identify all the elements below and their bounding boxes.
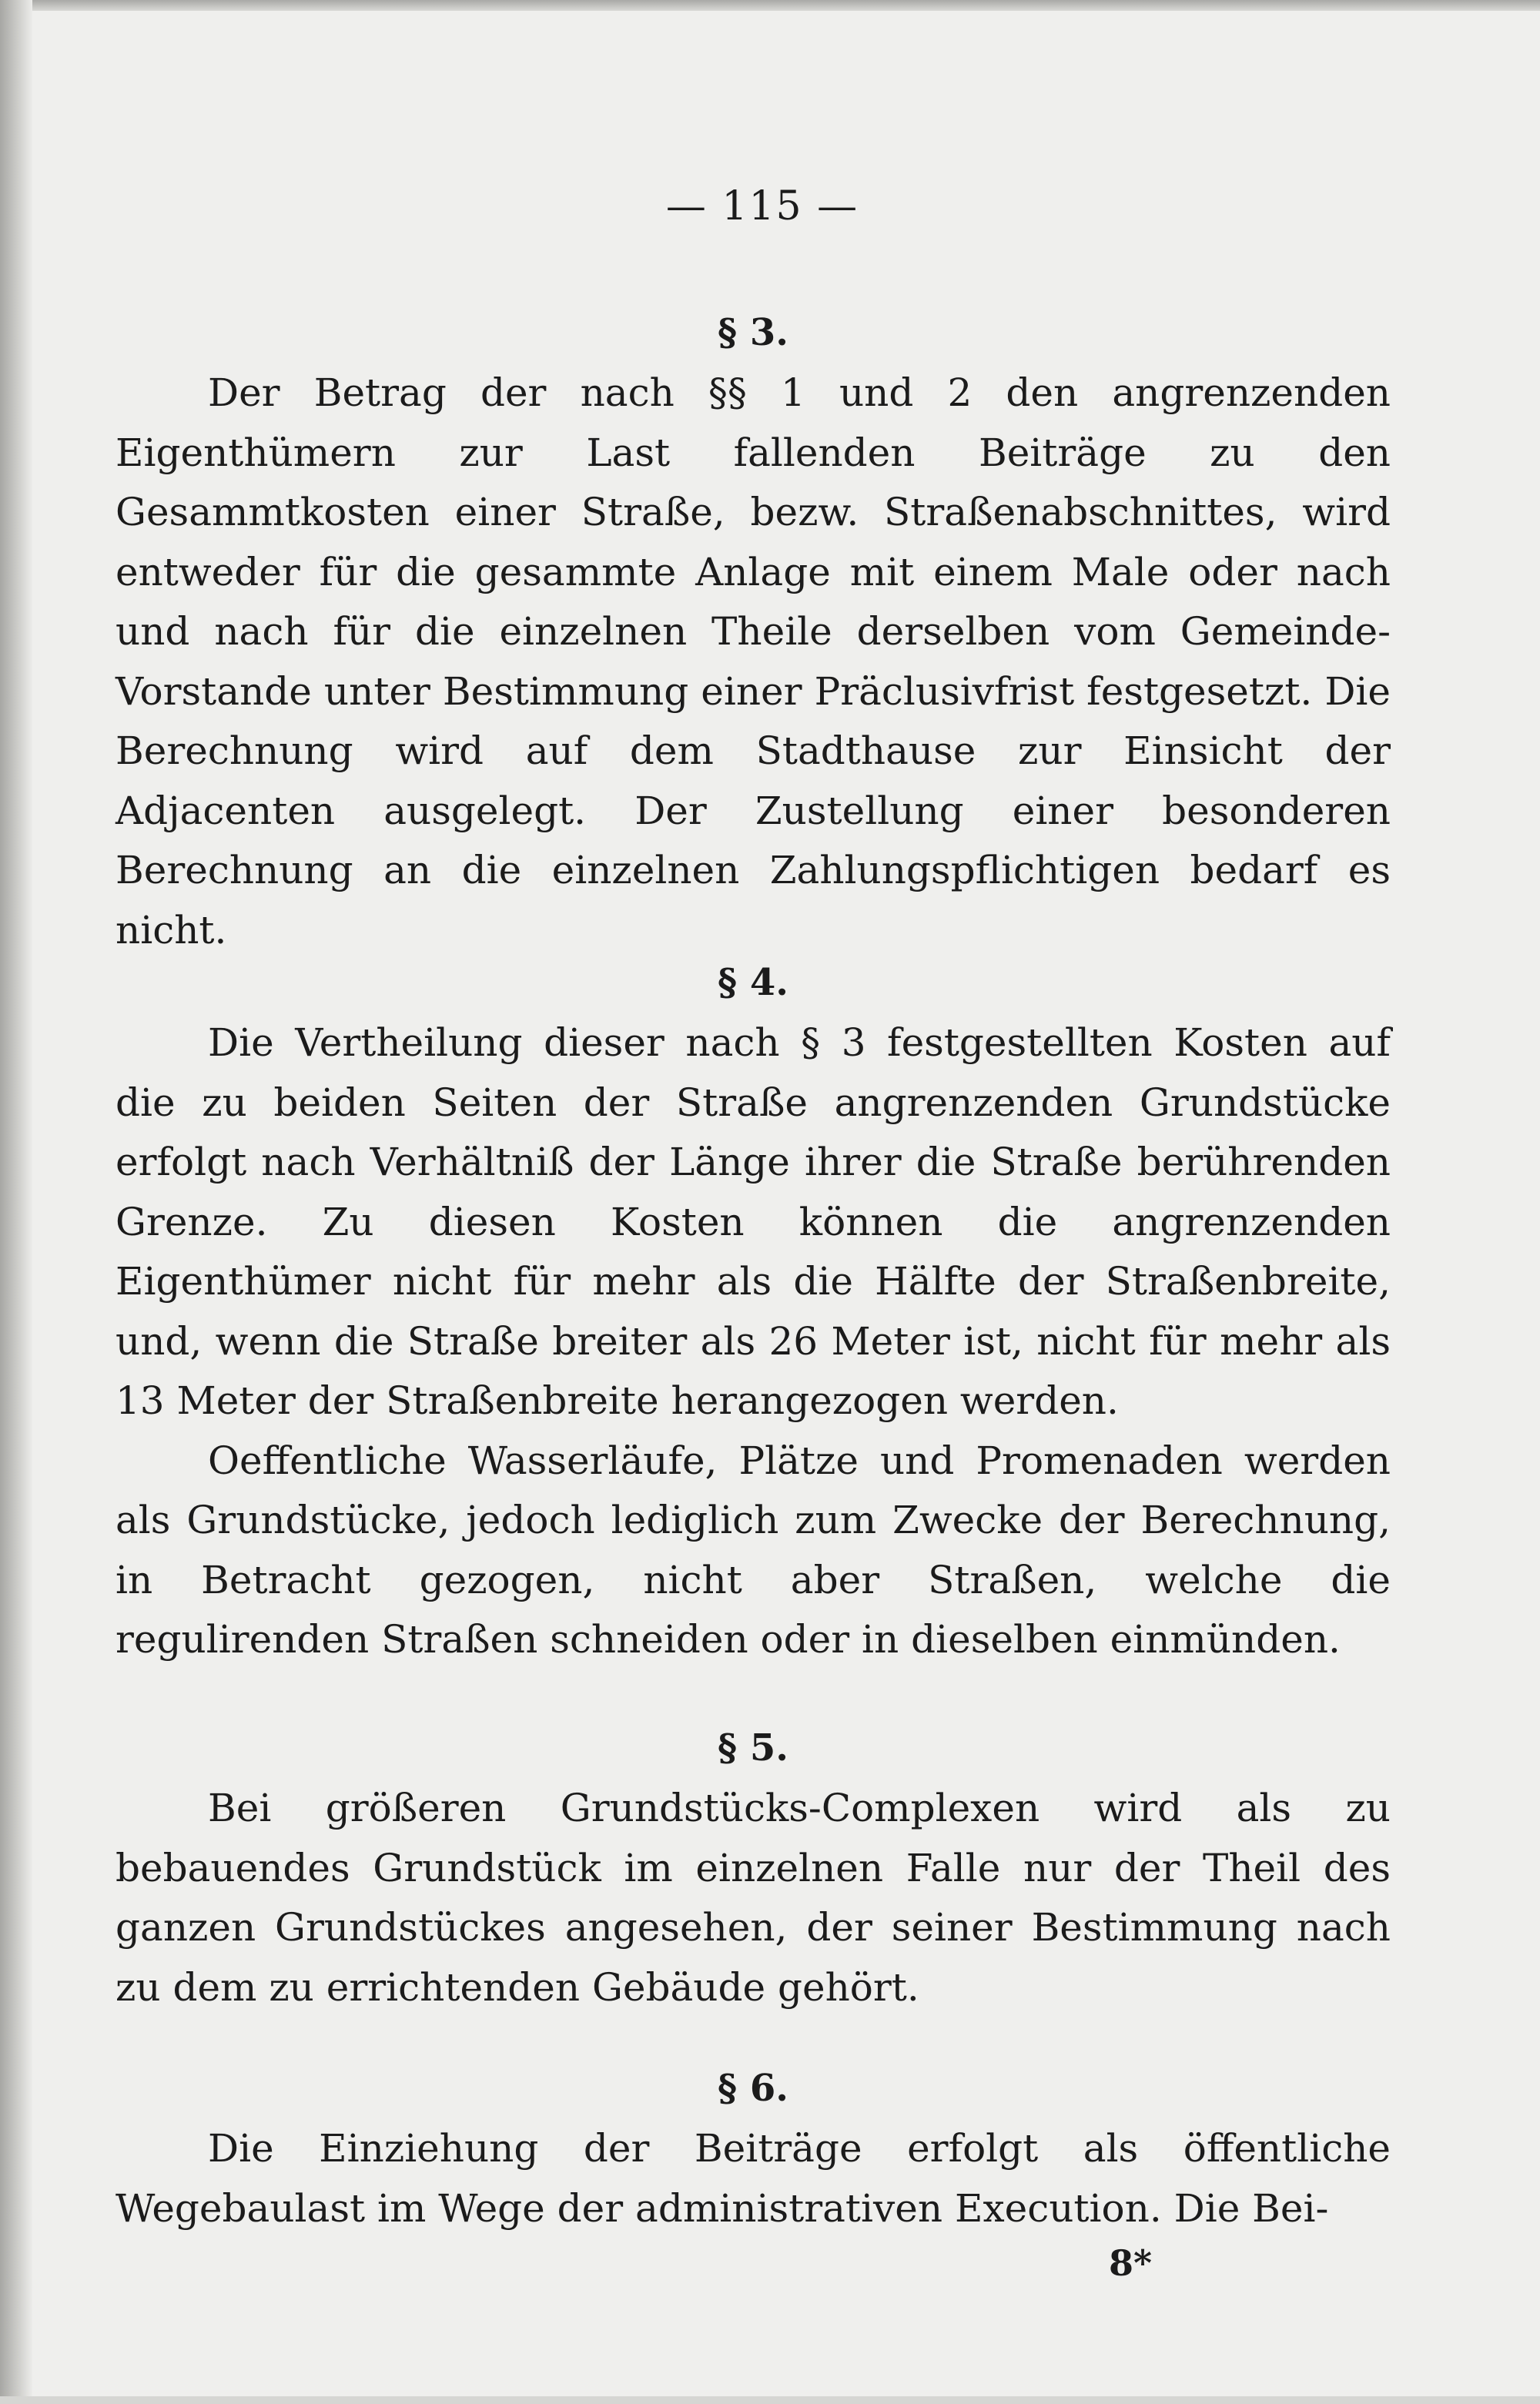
signature-mark: 8* — [1109, 2242, 1153, 2284]
section-heading: § 4. — [718, 961, 788, 1004]
section-4 — [116, 952, 1391, 1670]
page-number: — 115 — — [665, 183, 859, 229]
page-bottom-edge — [0, 2396, 1540, 2404]
section-5 — [116, 1717, 1391, 2017]
section-3 — [116, 302, 1391, 960]
section-heading: § 6. — [718, 2067, 788, 2110]
page-binding-edge — [0, 0, 32, 2404]
section-paragraph: Die Vertheilung dieser nach § 3 festgestellten Kosten auf die zu beiden Seiten der Straße angrenzenden Grundstücke erfolgt nach Verhältniß der Länge ihrer die Straße berührenden Grenze. Zu diesen Kosten können die angrenzenden Eigenthümer nicht für mehr als die Hälfte der Straßenbreite, und, wenn die Straße breiter als 26 Meter ist, nicht für mehr als 13 Meter der Straßenbreite herangezogen werden. — [116, 1020, 1391, 1423]
section-6 — [116, 2057, 1391, 2238]
page-top-edge — [0, 0, 1540, 11]
section-heading: § 5. — [718, 1726, 788, 1770]
section-paragraph: Die Einziehung der Beiträge erfolgt als öffentliche Wegebaulast im Wege der administrativen Execution. Die Bei- — [116, 2126, 1391, 2231]
section-paragraph: Bei größeren Grundstücks-Complexen wird als zu bebauendes Grundstück im einzelnen Falle nur der Theil des ganzen Grundstückes angesehen, der seiner Bestimmung nach zu dem zu errichtenden Gebäude gehört. — [116, 1786, 1391, 2010]
section-paragraph: Oeffentliche Wasserläufe, Plätze und Promenaden werden als Grundstücke, jedoch lediglich zum Zwecke der Berechnung, in Betracht gezogen, nicht aber Straßen, welche die regulirenden Straßen schneiden oder in dieselben einmünden. — [116, 1438, 1391, 1662]
section-heading: § 3. — [718, 311, 788, 354]
section-paragraph: Der Betrag der nach §§ 1 und 2 den angrenzenden Eigenthümern zur Last fallenden Beiträge zu den Gesammtkosten einer Straße, bezw. Straßenabschnittes, wird entweder für die gesammte Anlage mit einem Male oder nach und nach für die einzelnen Theile derselben vom Gemeinde-Vorstande unter Bestimmung einer Präclusivfrist festgesetzt. Die Berechnung wird auf dem Stadthause zur Einsicht der Adjacenten ausgelegt. Der Zustellung einer besonderen Berechnung an die einzelnen Zahlungspflichtigen bedarf es nicht. — [116, 370, 1391, 953]
